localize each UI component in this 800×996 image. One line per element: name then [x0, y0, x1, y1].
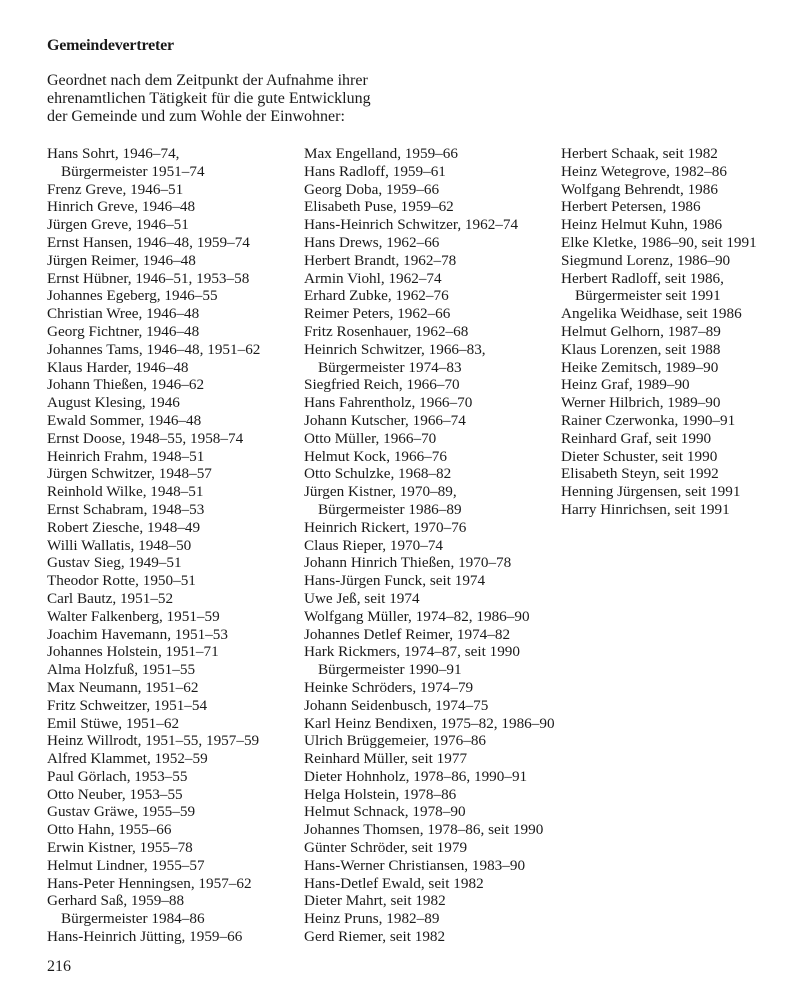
member-entry: Johannes Detlef Reimer, 1974–82: [304, 625, 511, 643]
member-entry: Johann Hinrich Thießen, 1970–78: [304, 554, 512, 572]
member-entry: Hans Drews, 1962–66: [304, 233, 440, 251]
member-entry: Reinhard Müller, seit 1977: [304, 750, 468, 768]
member-entry: Alma Holzfuß, 1951–55: [47, 661, 196, 679]
page-number: 216: [47, 958, 71, 975]
member-entry: Dieter Schuster, seit 1990: [561, 447, 718, 465]
member-entry: Heinz Wetegrove, 1982–86: [561, 162, 727, 180]
member-entry: Reimer Peters, 1962–66: [304, 305, 451, 323]
member-entry: Hans-Jürgen Funck, seit 1974: [304, 572, 486, 590]
member-entry: Heinrich Schwitzer, 1966–83,: [304, 340, 486, 358]
member-entry: Hans-Heinrich Schwitzer, 1962–74: [304, 216, 519, 234]
member-entry: Helga Holstein, 1978–86: [304, 785, 457, 803]
member-entry: Gustav Sieg, 1949–51: [47, 554, 182, 572]
member-entry: Hans Sohrt, 1946–74,: [47, 145, 180, 162]
member-entry: Siegfried Reich, 1966–70: [304, 376, 460, 394]
member-entry: Helmut Lindner, 1955–57: [47, 856, 205, 874]
member-entry: Uwe Jeß, seit 1974: [304, 589, 420, 607]
member-entry: Ernst Doose, 1948–55, 1958–74: [47, 429, 244, 447]
member-entry: Reinhard Graf, seit 1990: [561, 429, 712, 447]
member-entry: Hans-Peter Henningsen, 1957–62: [47, 874, 252, 892]
member-entry: Hark Rickmers, 1974–87, seit 1990: [304, 643, 520, 661]
member-entry: Carl Bautz, 1951–52: [47, 589, 174, 607]
intro-paragraph: [47, 72, 371, 126]
member-entry: Gerd Riemer, seit 1982: [304, 928, 446, 946]
member-entry: Frenz Greve, 1946–51: [47, 180, 184, 198]
member-entry: Gustav Gräwe, 1955–59: [47, 803, 196, 821]
member-entry: Klaus Harder, 1946–48: [47, 358, 189, 376]
member-entry: Heinrich Rickert, 1970–76: [304, 518, 467, 536]
member-role-line: Bürgermeister 1974–83: [318, 358, 462, 376]
member-entry: Wolfgang Behrendt, 1986: [561, 180, 718, 198]
member-entry: Georg Fichtner, 1946–48: [47, 322, 200, 340]
member-entry: Hans-Werner Christiansen, 1983–90: [304, 856, 526, 874]
member-entry: Siegmund Lorenz, 1986–90: [561, 251, 731, 269]
member-entry: Ernst Hansen, 1946–48, 1959–74: [47, 233, 250, 251]
member-entry: Ulrich Brüggemeier, 1976–86: [304, 732, 487, 750]
member-entry: Rainer Czerwonka, 1990–91: [561, 411, 736, 429]
member-entry: Jürgen Greve, 1946–51: [47, 216, 189, 234]
intro-line: Geordnet nach dem Zeitpunkt der Aufnahme ihrer: [47, 72, 368, 89]
member-entry: Dieter Hohnholz, 1978–86, 1990–91: [304, 767, 528, 785]
member-role-line: Bürgermeister 1990–91: [318, 661, 462, 679]
member-entry: Elke Kletke, 1986–90, seit 1991: [561, 233, 757, 251]
member-entry: Herbert Radloff, seit 1986,: [561, 269, 724, 287]
member-entry: Elisabeth Steyn, seit 1992: [561, 465, 719, 483]
member-entry: Helmut Kock, 1966–76: [304, 447, 447, 465]
member-entry: Helmut Schnack, 1978–90: [304, 803, 466, 821]
member-entry: Ewald Sommer, 1946–48: [47, 411, 202, 429]
member-column-3: [561, 145, 757, 519]
member-entry: Heinke Schröders, 1974–79: [304, 678, 474, 696]
member-entry: Harry Hinrichsen, seit 1991: [561, 500, 730, 518]
member-entry: Herbert Petersen, 1986: [561, 198, 701, 216]
member-role-line: Bürgermeister 1986–89: [318, 500, 462, 518]
member-entry: Angelika Weidhase, seit 1986: [561, 305, 742, 323]
member-entry: Hinrich Greve, 1946–48: [47, 198, 196, 216]
member-entry: Johann Seidenbusch, 1974–75: [304, 696, 489, 714]
intro-line: der Gemeinde und zum Wohle der Einwohner:: [47, 108, 345, 125]
member-entry: Wolfgang Müller, 1974–82, 1986–90: [304, 607, 530, 625]
member-entry: Theodor Rotte, 1950–51: [47, 572, 196, 590]
member-entry: Werner Hilbrich, 1989–90: [561, 394, 721, 412]
member-entry: Johannes Egeberg, 1946–55: [47, 287, 218, 305]
member-entry: Johannes Thomsen, 1978–86, seit 1990: [304, 821, 544, 839]
member-entry: Hans-Detlef Ewald, seit 1982: [304, 874, 484, 892]
member-entry: Paul Görlach, 1953–55: [47, 767, 188, 785]
member-entry: Fritz Schweitzer, 1951–54: [47, 696, 208, 714]
member-entry: Helmut Gelhorn, 1987–89: [561, 322, 721, 340]
member-entry: Fritz Rosenhauer, 1962–68: [304, 322, 469, 340]
member-entry: Claus Rieper, 1970–74: [304, 536, 444, 554]
member-entry: Erwin Kistner, 1955–78: [47, 839, 193, 857]
member-entry: Hans-Heinrich Jütting, 1959–66: [47, 928, 243, 946]
member-column-1: [47, 145, 260, 946]
member-entry: Alfred Klammet, 1952–59: [47, 750, 208, 768]
member-entry: Otto Schulzke, 1968–82: [304, 465, 452, 483]
member-entry: Erhard Zubke, 1962–76: [304, 287, 449, 305]
member-role-line: Bürgermeister seit 1991: [575, 287, 721, 305]
member-entry: Heinz Helmut Kuhn, 1986: [561, 216, 723, 234]
member-entry: Gerhard Saß, 1959–88: [47, 892, 185, 910]
member-entry: Heinz Graf, 1989–90: [561, 376, 690, 394]
member-entry: Elisabeth Puse, 1959–62: [304, 198, 454, 216]
member-entry: Ernst Schabram, 1948–53: [47, 500, 205, 518]
member-entry: Johannes Tams, 1946–48, 1951–62: [47, 340, 261, 358]
member-entry: Max Engelland, 1959–66: [304, 145, 458, 162]
member-role-line: Bürgermeister 1951–74: [61, 162, 205, 180]
member-entry: Heinrich Frahm, 1948–51: [47, 447, 205, 465]
member-column-2: [304, 145, 555, 946]
member-entry: Otto Müller, 1966–70: [304, 429, 437, 447]
member-entry: Herbert Brandt, 1962–78: [304, 251, 457, 269]
member-entry: Max Neumann, 1951–62: [47, 678, 199, 696]
member-entry: Willi Wallatis, 1948–50: [47, 536, 192, 554]
member-entry: Heinz Willrodt, 1951–55, 1957–59: [47, 732, 260, 750]
member-entry: Johann Kutscher, 1966–74: [304, 411, 466, 429]
member-entry: Herbert Schaak, seit 1982: [561, 145, 718, 162]
member-entry: Jürgen Reimer, 1946–48: [47, 251, 196, 269]
member-entry: Heike Zemitsch, 1989–90: [561, 358, 719, 376]
member-entry: Hans Fahrentholz, 1966–70: [304, 394, 473, 412]
member-entry: Reinhold Wilke, 1948–51: [47, 483, 204, 501]
member-entry: Armin Viohl, 1962–74: [304, 269, 442, 287]
member-entry: Robert Ziesche, 1948–49: [47, 518, 201, 536]
member-entry: Otto Hahn, 1955–66: [47, 821, 172, 839]
member-entry: Otto Neuber, 1953–55: [47, 785, 183, 803]
member-entry: Karl Heinz Bendixen, 1975–82, 1986–90: [304, 714, 555, 732]
member-entry: August Klesing, 1946: [47, 394, 180, 412]
member-entry: Günter Schröder, seit 1979: [304, 839, 468, 857]
member-entry: Klaus Lorenzen, seit 1988: [561, 340, 721, 358]
member-entry: Johannes Holstein, 1951–71: [47, 643, 219, 661]
member-entry: Hans Radloff, 1959–61: [304, 162, 446, 180]
member-entry: Jürgen Schwitzer, 1948–57: [47, 465, 212, 483]
member-entry: Jürgen Kistner, 1970–89,: [304, 483, 457, 501]
member-role-line: Bürgermeister 1984–86: [61, 910, 205, 928]
intro-line: ehrenamtlichen Tätigkeit für die gute Entwicklung: [47, 90, 371, 107]
member-entry: Georg Doba, 1959–66: [304, 180, 440, 198]
member-entry: Christian Wree, 1946–48: [47, 305, 200, 323]
member-entry: Joachim Havemann, 1951–53: [47, 625, 228, 643]
member-entry: Henning Jürgensen, seit 1991: [561, 483, 741, 501]
member-entry: Emil Stüwe, 1951–62: [47, 714, 180, 732]
member-entry: Dieter Mahrt, seit 1982: [304, 892, 446, 910]
member-entry: Walter Falkenberg, 1951–59: [47, 607, 220, 625]
member-entry: Heinz Pruns, 1982–89: [304, 910, 440, 928]
member-entry: Johann Thießen, 1946–62: [47, 376, 205, 394]
member-entry: Ernst Hübner, 1946–51, 1953–58: [47, 269, 250, 287]
section-heading: Gemeindevertreter: [47, 37, 174, 54]
